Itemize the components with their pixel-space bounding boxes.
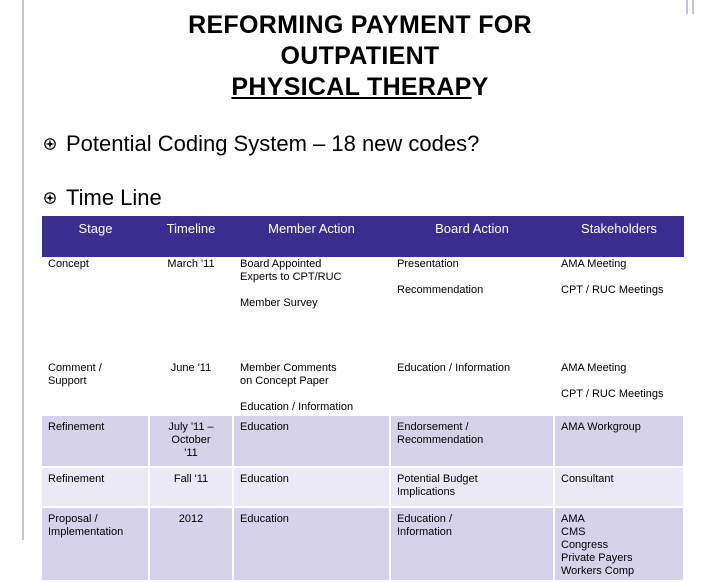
cell-board-action: Education / Information (397, 362, 511, 374)
table-row (42, 507, 684, 581)
title-line-2: OUTPATIENT (280, 42, 440, 70)
cell-board-action: Endorsement / Recommendation (397, 421, 484, 446)
cell-member-action: Education (240, 421, 289, 433)
table-row (42, 357, 684, 415)
header-member-action: Member Action (233, 216, 390, 257)
cell-member-action: Board Appointed Experts to CPT/RUC (240, 258, 342, 283)
cell-member-action: Member Comments on Concept Paper (240, 362, 337, 387)
cell-stage: Proposal / Implementation (48, 513, 124, 538)
cell-member-action-2: Member Survey (240, 297, 318, 309)
header-timeline: Timeline (149, 216, 233, 257)
title-line-1: REFORMING PAYMENT FOR (188, 11, 532, 39)
bullet-time-line (44, 185, 162, 211)
cell-stakeholders: AMA Workgroup (561, 421, 641, 433)
cell-board-action-2: Recommendation (397, 284, 484, 296)
title-line-3-tail: Y (471, 73, 489, 101)
title-line-3-underlined: PHYSICAL THERAP (231, 73, 472, 101)
cell-member-action: Education (240, 513, 289, 525)
cell-timeline: 2012 (178, 513, 204, 525)
table-row (42, 257, 684, 357)
slide-frame-line (22, 0, 24, 540)
cell-stakeholders: AMA CMS Congress Private Payers Workers Comp (561, 513, 635, 577)
cell-timeline: March '11 (167, 258, 215, 270)
header-board-action: Board Action (390, 216, 554, 257)
cell-timeline: July '11 – October '11 (168, 421, 214, 459)
bullet-text: Potential Coding System – 18 new codes? (66, 131, 480, 156)
cell-stage: Comment / Support (48, 362, 102, 387)
cell-member-action: Education (240, 473, 289, 485)
cell-stakeholders-2: CPT / RUC Meetings (561, 284, 664, 296)
cell-board-action: Potential Budget Implications (397, 473, 478, 498)
bullet-text: Time Line (66, 185, 162, 210)
cell-board-action: Education / Information (397, 513, 453, 538)
bullet-coding-system (44, 131, 479, 157)
cell-stage: Refinement (48, 421, 105, 433)
cell-stakeholders: Consultant (561, 473, 614, 485)
cell-board-action: Presentation (397, 258, 459, 270)
cell-stage: Concept (48, 258, 89, 270)
slide-title (130, 10, 590, 103)
cell-stakeholders-2: CPT / RUC Meetings (561, 388, 664, 400)
header-stakeholders: Stakeholders (554, 216, 684, 257)
timeline-table (42, 216, 685, 582)
flower-bullet-icon (44, 138, 56, 150)
slide-frame-corner-2 (692, 0, 694, 14)
slide-frame-corner (686, 0, 688, 14)
table-row (42, 467, 684, 507)
cell-stage: Refinement (48, 473, 105, 485)
table-header-row (42, 216, 684, 257)
cell-stakeholders: AMA Meeting (561, 258, 627, 270)
cell-stakeholders: AMA Meeting (561, 362, 627, 374)
flower-bullet-icon (44, 192, 56, 204)
cell-timeline: June '11 (170, 362, 212, 374)
cell-timeline: Fall '11 (173, 473, 209, 485)
cell-member-action-2: Education / Information (240, 401, 354, 413)
table-row (42, 415, 684, 467)
title-line-3 (130, 72, 590, 103)
header-stage: Stage (42, 216, 149, 257)
